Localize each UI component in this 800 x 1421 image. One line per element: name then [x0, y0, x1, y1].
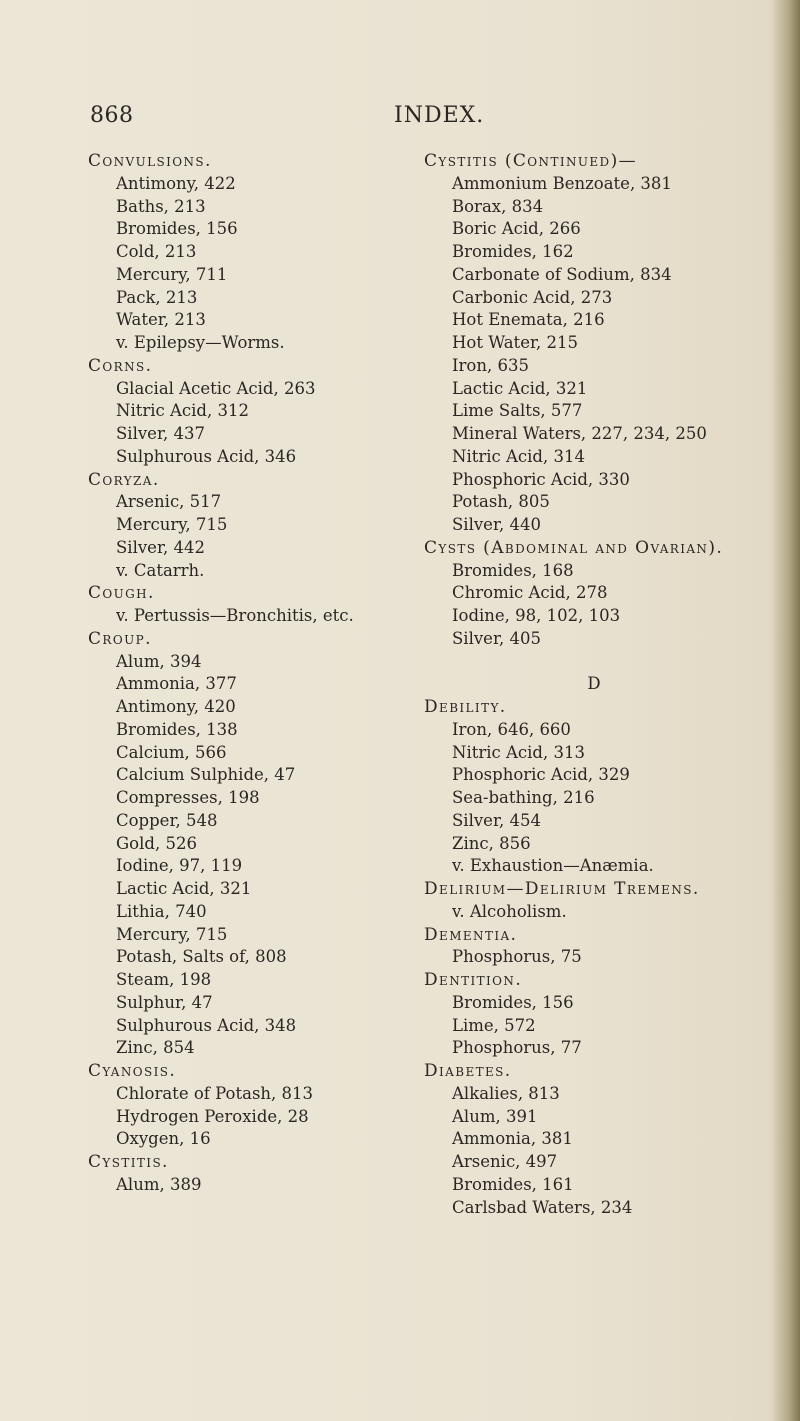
index-heading: Cyanosis. [88, 1061, 177, 1081]
index-subentry: Zinc, 854 [116, 1038, 195, 1058]
index-subentry: Iodine, 97, 119 [116, 856, 243, 876]
index-subentry: v. Pertussis—Bronchitis, etc. [116, 606, 354, 625]
index-subentry: Copper, 548 [116, 810, 218, 830]
index-heading: Croup. [88, 628, 152, 649]
index-subentry: Ammonia, 381 [452, 1129, 573, 1149]
index-subentry: Mineral Waters, 227, 234, 250 [452, 424, 707, 443]
index-heading: Cystitis (Continued)— [424, 151, 638, 171]
index-subentry: Silver, 454 [452, 810, 542, 830]
section-letter: D [587, 674, 601, 694]
index-subentry: Silver, 440 [452, 515, 542, 534]
index-subentry: Iodine, 98, 102, 103 [452, 606, 621, 625]
index-subentry: Potash, Salts of, 808 [116, 947, 287, 967]
index-subentry: Silver, 437 [116, 424, 206, 443]
index-subentry: Mercury, 715 [116, 515, 228, 534]
index-subentry: Hot Water, 215 [452, 333, 579, 352]
index-subentry: Zinc, 856 [452, 833, 531, 853]
index-subentry: Iron, 635 [452, 355, 529, 375]
index-subentry: Steam, 198 [116, 970, 212, 989]
index-subentry: v. Alcoholism. [452, 901, 567, 921]
index-subentry: Sulphurous Acid, 348 [116, 1015, 297, 1035]
index-column-left [88, 150, 388, 1197]
index-subentry: Calcium, 566 [116, 742, 227, 762]
index-subentry: Sea-bathing, 216 [452, 788, 595, 807]
index-subentry: Alum, 391 [452, 1106, 538, 1126]
index-subentry: Lime, 572 [452, 1015, 536, 1035]
index-subentry: Water, 213 [116, 310, 206, 330]
index-subentry: Arsenic, 517 [116, 492, 222, 512]
index-subentry: Bromides, 156 [116, 219, 238, 239]
index-heading: Diabetes. [424, 1061, 512, 1081]
index-subentry: Phosphorus, 75 [452, 947, 582, 967]
index-heading: Cysts (Abdominal and Ovarian). [424, 537, 724, 558]
index-subentry: Hot Enemata, 216 [452, 310, 605, 330]
page-number: 868 [90, 103, 134, 128]
index-subentry: Compresses, 198 [116, 788, 260, 807]
index-subentry: Antimony, 422 [116, 173, 236, 193]
index-heading: Convulsions. [88, 151, 212, 171]
index-subentry: Nitric Acid, 313 [452, 742, 585, 762]
index-subentry: Carbonate of Sodium, 834 [452, 264, 672, 284]
index-subentry: Carbonic Acid, 273 [452, 287, 613, 307]
index-subentry: Silver, 442 [116, 537, 206, 557]
index-subentry: Silver, 405 [452, 628, 542, 648]
index-subentry: Lactic Acid, 321 [452, 378, 588, 398]
index-subentry: Bromides, 156 [452, 992, 574, 1012]
index-subentry: Pack, 213 [116, 287, 198, 307]
index-subentry: Ammonium Benzoate, 381 [452, 173, 672, 193]
index-heading: Corns. [88, 355, 153, 376]
index-heading: Debility. [424, 697, 507, 717]
spacer [424, 651, 784, 674]
index-subentry: Bromides, 138 [116, 719, 238, 739]
index-heading: Dementia. [424, 924, 518, 945]
index-heading: Cough. [88, 583, 155, 604]
index-subentry: Alkalies, 813 [452, 1083, 560, 1103]
index-subentry: v. Epilepsy—Worms. [116, 333, 285, 352]
index-subentry: Potash, 805 [452, 492, 550, 512]
index-subentry: Lithia, 740 [116, 901, 207, 921]
index-heading: Delirium—Delirium Tremens. [424, 879, 700, 899]
index-subentry: Mercury, 711 [116, 264, 228, 284]
index-subentry: Phosphoric Acid, 330 [452, 469, 630, 489]
index-subentry: Borax, 834 [452, 196, 544, 216]
index-heading: Coryza. [88, 469, 160, 490]
index-subentry: Glacial Acetic Acid, 263 [116, 378, 316, 398]
index-subentry: Mercury, 715 [116, 924, 228, 944]
index-subentry: Iron, 646, 660 [452, 719, 571, 739]
index-heading: Cystitis. [88, 1152, 169, 1172]
index-subentry: Carlsbad Waters, 234 [452, 1197, 633, 1217]
index-subentry: Chromic Acid, 278 [452, 583, 608, 603]
running-head: INDEX. [394, 103, 485, 128]
index-subentry: Gold, 526 [116, 833, 197, 853]
index-subentry: Bromides, 161 [452, 1174, 574, 1194]
index-subentry: Nitric Acid, 314 [452, 446, 585, 466]
index-subentry: v. Catarrh. [116, 560, 205, 580]
index-subentry: Baths, 213 [116, 196, 206, 216]
index-subentry: Lactic Acid, 321 [116, 879, 252, 898]
index-subentry: v. Exhaustion—Anæmia. [452, 856, 654, 876]
index-subentry: Hydrogen Peroxide, 28 [116, 1106, 309, 1126]
index-subentry: Nitric Acid, 312 [116, 401, 249, 421]
index-subentry: Cold, 213 [116, 242, 197, 261]
index-subentry: Chlorate of Potash, 813 [116, 1083, 314, 1103]
index-subentry: Sulphurous Acid, 346 [116, 446, 297, 466]
index-subentry: Alum, 389 [116, 1174, 202, 1194]
index-subentry: Bromides, 168 [452, 560, 574, 580]
index-subentry: Sulphur, 47 [116, 992, 213, 1012]
index-subentry: Boric Acid, 266 [452, 219, 581, 239]
index-subentry: Lime Salts, 577 [452, 401, 583, 421]
index-subentry: Antimony, 420 [116, 697, 236, 716]
index-subentry: Oxygen, 16 [116, 1129, 211, 1149]
index-subentry: Bromides, 162 [452, 242, 574, 261]
index-subentry: Alum, 394 [116, 651, 202, 671]
index-subentry: Calcium Sulphide, 47 [116, 765, 296, 785]
index-subentry: Phosphoric Acid, 329 [452, 765, 630, 785]
index-subentry: Arsenic, 497 [452, 1152, 558, 1171]
index-column-right [424, 150, 784, 1219]
index-subentry: Ammonia, 377 [116, 674, 237, 694]
index-subentry: Phosphorus, 77 [452, 1038, 582, 1058]
index-heading: Dentition. [424, 970, 523, 990]
